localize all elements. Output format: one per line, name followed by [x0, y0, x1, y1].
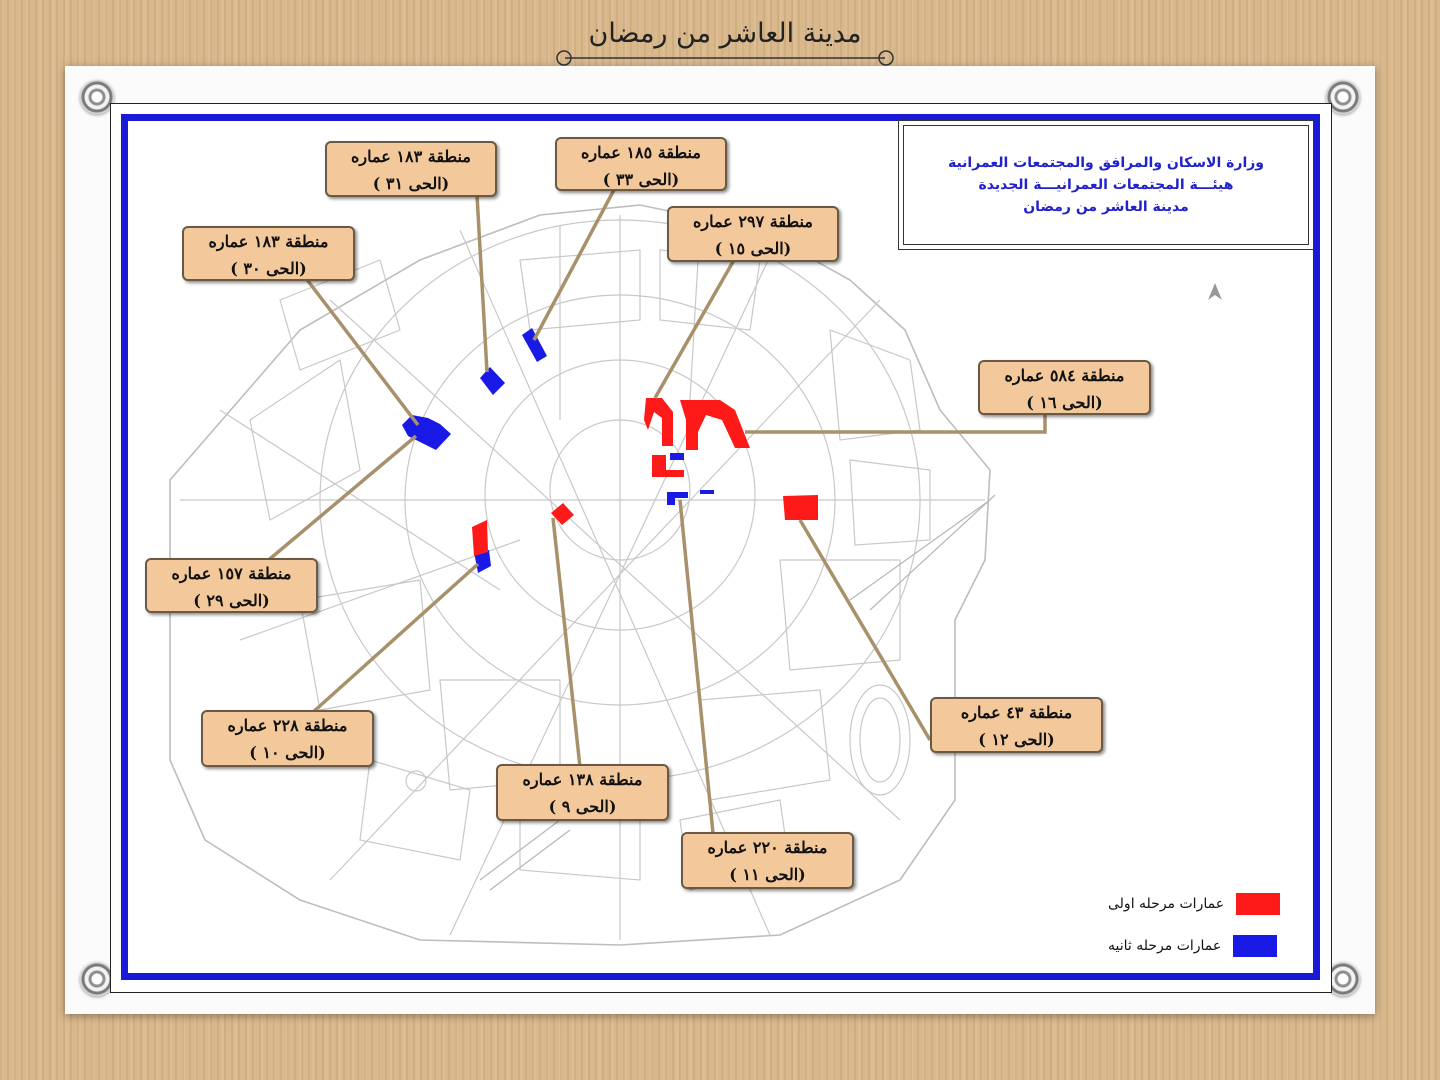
area-label-district: (الحى ٣٣ ): [602, 170, 680, 189]
area-label-9: [496, 764, 669, 821]
area-label-district: (الحى ١١ ): [729, 865, 806, 884]
area-polygon-31: [480, 367, 505, 395]
area-label-district: (الحى ١٠ ): [249, 743, 326, 762]
leader-line-11: [680, 500, 713, 833]
area-label-district: (الحى ١٥ ): [714, 239, 792, 258]
north-arrow-icon: [1208, 283, 1222, 300]
area-label-district: (الحى ١٦ ): [1026, 393, 1103, 412]
ministry-name: وزارة الاسكان والمرافق والمجتمعات العمرانية: [947, 155, 1265, 171]
slide-title: مدينة العاشر من رمضان: [588, 18, 862, 49]
area-polygon-11b: [700, 490, 714, 494]
leader-line-10: [312, 564, 478, 713]
authority-header: [898, 120, 1314, 250]
legend-label: عمارات مرحله اولى: [1108, 896, 1225, 912]
area-label-count: منطقة ١٨٣ عماره: [208, 232, 329, 251]
area-polygon-30: [402, 415, 451, 450]
legend-second-phase: [1108, 935, 1277, 957]
area-label-district: (الحى ٢٩ ): [193, 591, 270, 610]
area-polygon-11a: [667, 492, 688, 505]
area-label-district: (الحى ٣١ ): [372, 174, 450, 193]
area-polygon-33: [522, 328, 547, 362]
area-label-count: منطقة ١٨٣ عماره: [351, 147, 471, 166]
area-polygon-12: [783, 495, 818, 520]
area-label-count: منطقة ١٨٥ عماره: [581, 143, 701, 162]
area-label-district: (الحى ٩ ): [548, 797, 617, 816]
area-polygon-10: [472, 520, 488, 556]
area-label-30: [182, 226, 355, 281]
area-label-count: منطقة ٥٨٤ عماره: [1004, 366, 1125, 385]
leader-line-12: [800, 520, 930, 740]
area-polygon-15b: [670, 453, 684, 460]
area-label-count: منطقة ١٥٧ عماره: [171, 564, 292, 583]
area-label-12: [930, 697, 1103, 753]
city-name: مدينة العاشر من رمضان: [1023, 199, 1189, 215]
authority-header-inner: [903, 125, 1309, 245]
legend-swatch-red: [1236, 893, 1280, 915]
authority-name: هيئـــة المجتمعات العمرانيـــة الجديدة: [978, 177, 1234, 193]
area-label-29: [145, 558, 318, 613]
area-label-count: منطقة ٢٢٨ عماره: [227, 716, 348, 735]
leader-lines: [265, 188, 1045, 833]
leader-line-30: [305, 277, 418, 425]
area-label-11: [681, 832, 854, 889]
area-polygon-15-16: [644, 398, 750, 450]
area-label-16: [978, 360, 1151, 415]
area-label-15: [667, 206, 839, 262]
leader-line-9: [553, 518, 580, 767]
area-label-count: منطقة ٢٩٧ عماره: [693, 212, 813, 231]
legend-swatch-blue: [1233, 935, 1277, 957]
area-label-31: [325, 141, 497, 197]
area-label-district: (الحى ٣٠ ): [230, 259, 307, 278]
legend-label: عمارات مرحله ثانيه: [1108, 938, 1222, 954]
area-label-district: (الحى ١٢ ): [978, 730, 1055, 749]
area-label-count: منطقة ٤٣ عماره: [960, 703, 1073, 722]
area-label-count: منطقة ١٣٨ عماره: [522, 770, 643, 789]
area-label-33: [555, 137, 727, 191]
second-phase-areas: [402, 328, 714, 573]
area-label-count: منطقة ٢٢٠ عماره: [707, 838, 828, 857]
leader-line-15: [655, 260, 734, 398]
legend-first-phase: [1108, 893, 1280, 915]
area-label-10: [201, 710, 374, 767]
